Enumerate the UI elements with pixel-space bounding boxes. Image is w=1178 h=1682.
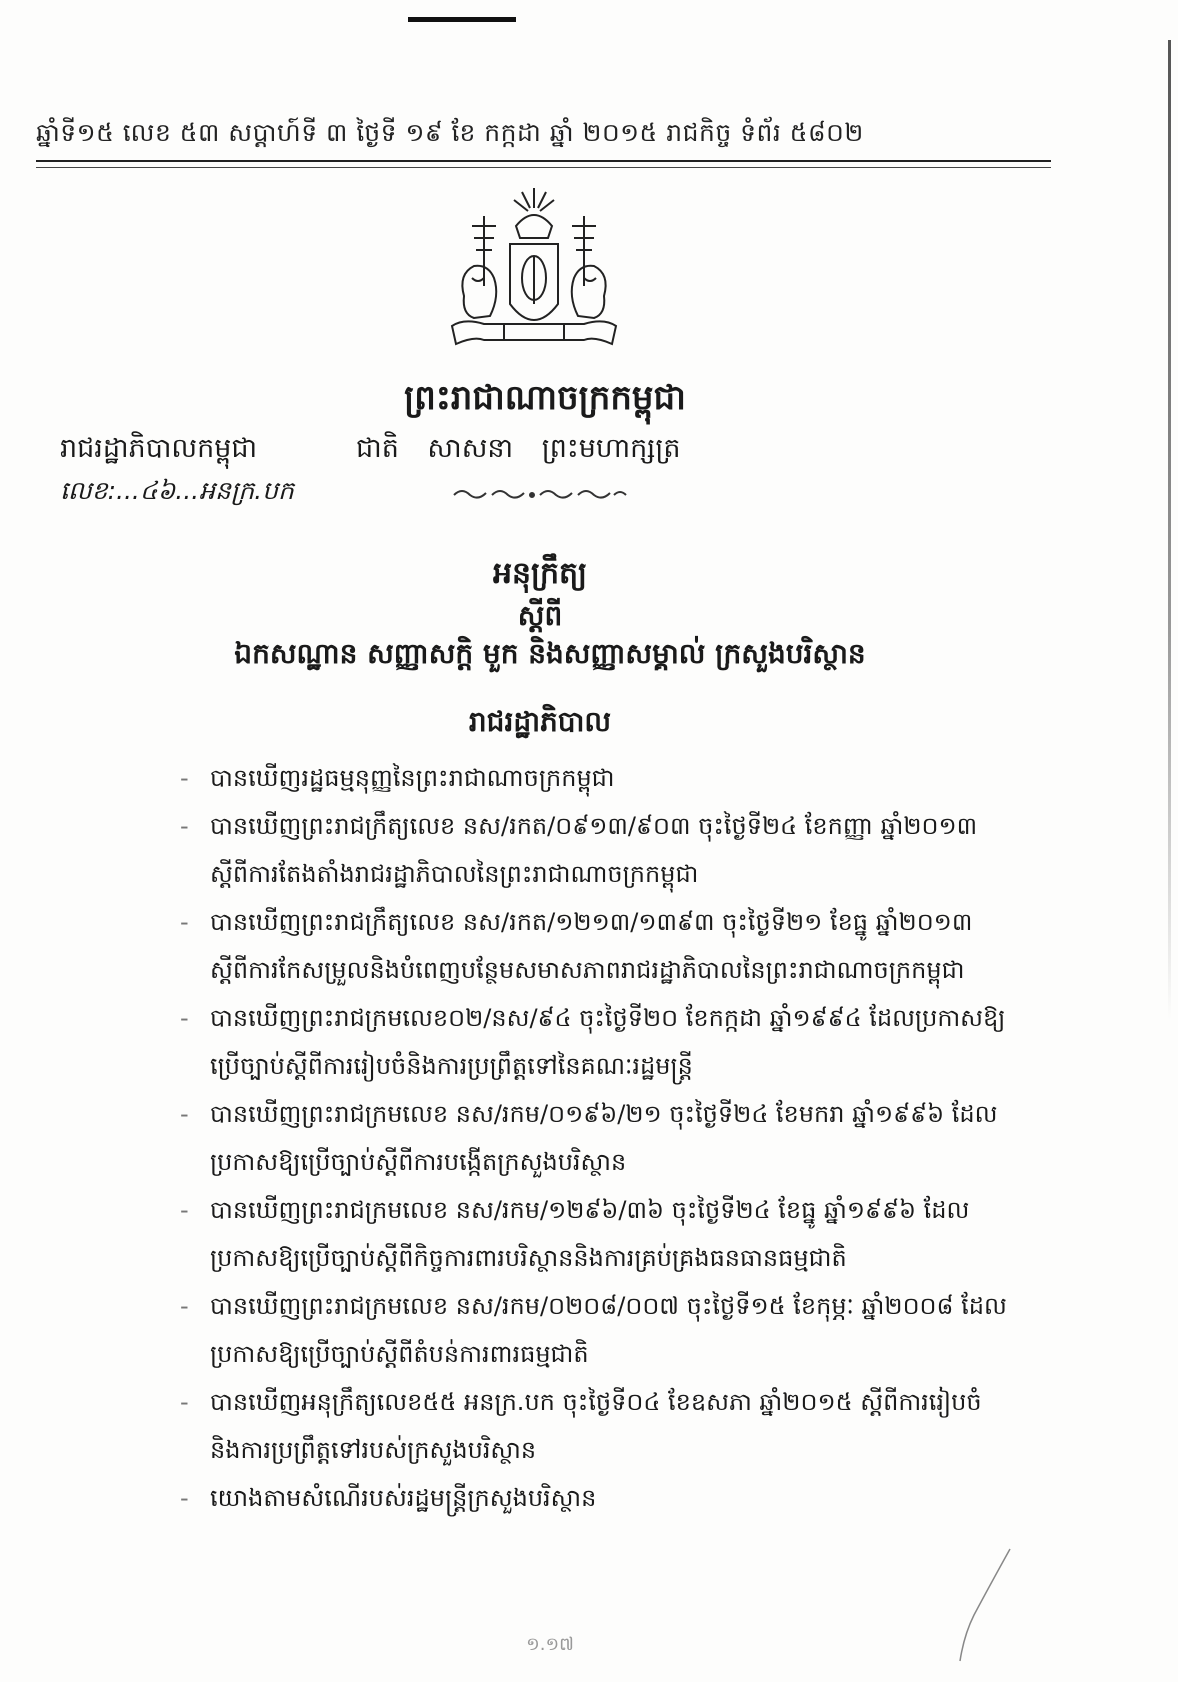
reference-number: លេខ:...៤៦...អនក្រ.បក [60, 476, 294, 505]
header-rule [36, 160, 1051, 168]
preamble-clauses [180, 754, 1010, 1522]
clause-text: បានឃើញព្រះរាជក្រមលេខ នស/រកម/១២៩៦/៣៦ ចុះថ្ងៃទី២៤ ខែធ្នូ ឆ្នាំ១៩៩៦ ដែលប្រកាសឱ្យប្រើច្បាប់ស្តីពីកិច្ចការពារបរិស្ថាននិងការគ្រប់គ្រងធនធានធម្មជាតិ [210, 1196, 970, 1272]
bullet-dash-icon: - [180, 812, 189, 840]
clause-text: បានឃើញព្រះរាជក្រមលេខ នស/រកម/០២០៨/០០៧ ចុះថ្ងៃទី១៥ ខែកុម្ភៈ ឆ្នាំ២០០៨ ដែលប្រកាសឱ្យប្រើច្បាប់ស្តីពីតំបន់ការពារធម្មជាតិ [210, 1292, 1007, 1368]
bullet-dash-icon: - [180, 1388, 189, 1416]
bullet-dash-icon: - [180, 1484, 189, 1512]
bullet-dash-icon: - [180, 1196, 189, 1224]
clause-item [180, 802, 1010, 898]
clause-text: បានឃើញព្រះរាជក្រឹត្យលេខ នស/រកត/១២១៣/១៣៩៣ ចុះថ្ងៃទី២១ ខែធ្នូ ឆ្នាំ២០១៣ ស្តីពីការកែសម្រួលនិងបំពេញបន្ថែមសមាសភាពរាជរដ្ឋាភិបាលនៃព្រះរាជាណាចក្រកម្ពុជា [210, 908, 973, 984]
issuer-heading: រាជរដ្ឋាភិបាល [468, 705, 612, 738]
clause-text: បានឃើញព្រះរាជក្រមលេខ នស/រកម/០១៩៦/២១ ចុះថ្ងៃទី២៤ ខែមករា ឆ្នាំ១៩៩៦ ដែលប្រកាសឱ្យប្រើច្បាប់ស្តីពីការបង្កើតក្រសួងបរិស្ថាន [210, 1100, 998, 1176]
scan-edge-line [1168, 40, 1171, 1020]
ornament-divider-icon [450, 487, 630, 501]
clause-item [180, 1090, 1010, 1186]
royal-coat-of-arms-icon [444, 186, 624, 361]
gazette-header: ឆ្នាំទី១៥ លេខ ៥៣ សប្ដាហ៍ទី ៣ ថ្ងៃទី ១៩ ខែ កក្កដា ឆ្នាំ ២០១៥ រាជកិច្ច ទំព័រ ៥៨០២ [36, 118, 864, 147]
clause-item [180, 1186, 1010, 1282]
bullet-dash-icon: - [180, 1292, 189, 1320]
bullet-dash-icon: - [180, 1004, 189, 1032]
bullet-dash-icon: - [180, 764, 189, 792]
top-bar-mark [408, 17, 516, 22]
clause-item [180, 898, 1010, 994]
clause-item [180, 1474, 1010, 1522]
government-name: រាជរដ្ឋាភិបាលកម្ពុជា [60, 433, 258, 464]
clause-text: បានឃើញអនុក្រឹត្យលេខ៥៥ អនក្រ.បក ចុះថ្ងៃទី០៤ ខែឧសភា ឆ្នាំ២០១៥ ស្តីពីការរៀបចំនិងការប្រព្រឹត្តទៅរបស់ក្រសួងបរិស្ថាន [210, 1388, 982, 1464]
kingdom-title: ព្រះរាជាណាចក្រកម្ពុជា [404, 378, 686, 418]
bullet-dash-icon: - [180, 1100, 189, 1128]
clause-item [180, 994, 1010, 1090]
national-motto: ជាតិ សាសនា ព្រះមហាក្សត្រ [356, 433, 681, 464]
clause-item [180, 1282, 1010, 1378]
clause-item [180, 754, 1010, 802]
bullet-dash-icon: - [180, 908, 189, 936]
clause-text: បានឃើញព្រះរាជក្រឹត្យលេខ នស/រកត/០៩១៣/៩០៣ ចុះថ្ងៃទី២៤ ខែកញ្ញា ឆ្នាំ២០១៣ ស្តីពីការតែងតាំងរាជរដ្ឋាភិបាលនៃព្រះរាជាណាចក្រកម្ពុជា [210, 812, 978, 888]
clause-text: បានឃើញរដ្ឋធម្មនុញ្ញនៃព្រះរាជាណាចក្រកម្ពុជា [210, 764, 615, 792]
clause-item [180, 1378, 1010, 1474]
document-type: អនុក្រឹត្យ [492, 556, 588, 591]
clause-text: បានឃើញព្រះរាជក្រមលេខ០២/នស/៩៤ ចុះថ្ងៃទី២០ ខែកក្កដា ឆ្នាំ១៩៩៤ ដែលប្រកាសឱ្យប្រើច្បាប់ស្តីពីការរៀបចំនិងការប្រព្រឹត្តទៅនៃគណៈរដ្ឋមន្ត្រី [210, 1004, 1006, 1080]
document-subject: ឯកសណ្ឋាន សញ្ញាសក្តិ មួក និងសញ្ញាសម្គាល់ ក្រសួងបរិស្ថាន [234, 637, 866, 670]
page-number: ១.១៧ [526, 1634, 574, 1655]
document-about: ស្ដីពី [517, 599, 563, 632]
clause-text: យោងតាមសំណើរបស់រដ្ឋមន្ត្រីក្រសួងបរិស្ថាន [210, 1484, 597, 1512]
pen-stroke-mark-icon [950, 1545, 1020, 1665]
